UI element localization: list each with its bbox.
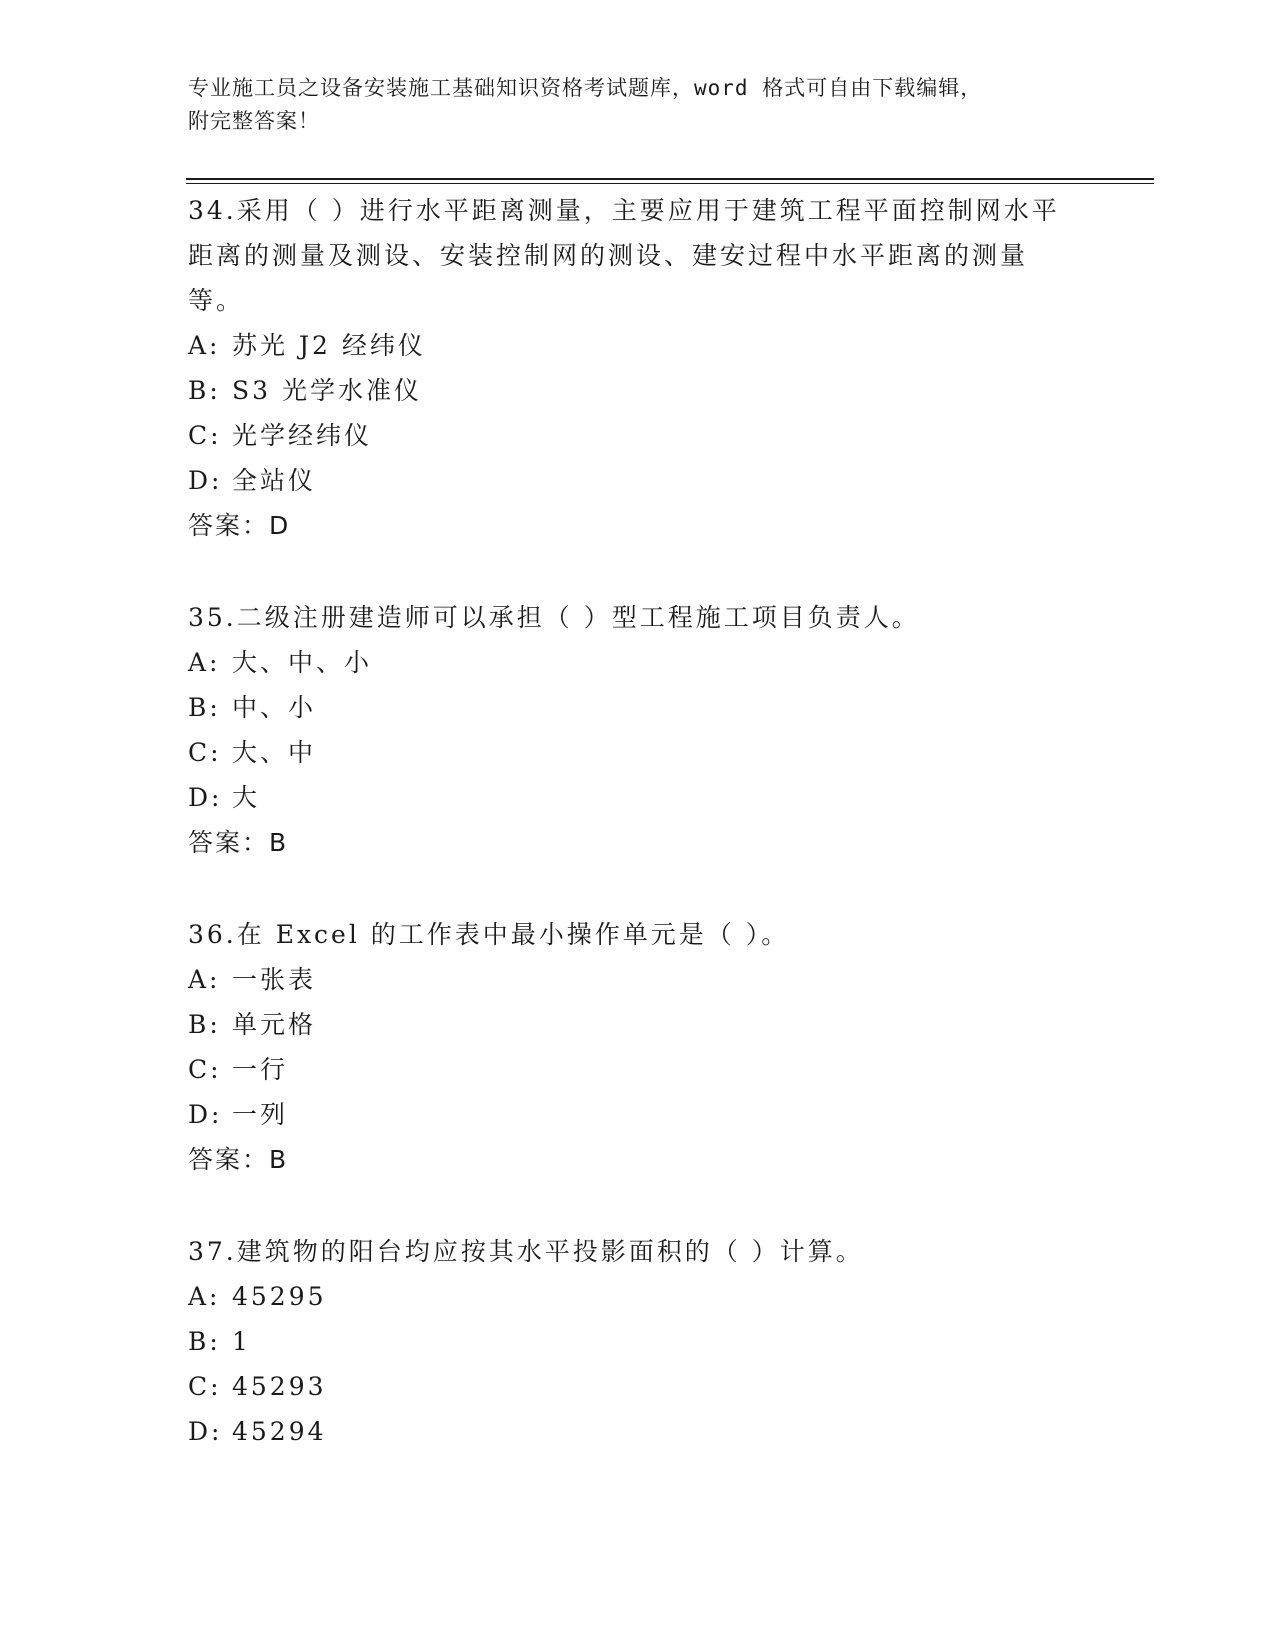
option-letter: B:	[188, 693, 221, 722]
option-letter: C:	[188, 421, 222, 450]
question-stem: 36.在 Excel 的工作表中最小操作单元是（ ）。	[188, 920, 790, 949]
option-text: S3 光学水准仪	[232, 376, 422, 405]
option-text: 中、小	[232, 693, 317, 722]
option-a	[188, 957, 1068, 1002]
option-text: 全站仪	[232, 466, 317, 495]
option-a	[188, 640, 1068, 685]
question-stem: 34.采用（ ）进行水平距离测量，主要应用于建筑工程平面控制网水平距离的测量及测设、安装控制网的测设、建安过程中水平距离的测量等。	[188, 196, 1060, 315]
option-letter: A:	[188, 648, 221, 677]
option-text: 光学经纬仪	[232, 421, 373, 450]
header-line-1: 专业施工员之设备安装施工基础知识资格考试题库，word 格式可自由下载编辑，	[188, 76, 983, 100]
option-text: 大	[232, 783, 261, 812]
option-text: 一张表	[232, 965, 317, 994]
option-text: 大、中	[232, 738, 317, 767]
option-letter: B:	[188, 1327, 221, 1356]
option-b	[188, 1002, 1068, 1047]
option-d	[188, 458, 1068, 503]
option-letter: D:	[188, 466, 223, 495]
document-header	[188, 72, 1088, 138]
header-divider-thick	[186, 178, 1154, 180]
question-35	[188, 595, 1068, 865]
option-letter: C:	[188, 738, 222, 767]
header-line-2: 附完整答案！	[188, 109, 320, 133]
option-letter: D:	[188, 1417, 223, 1446]
option-c	[188, 730, 1068, 775]
option-d	[188, 1092, 1068, 1137]
answer-line: 答案：D	[188, 511, 291, 540]
question-stem: 37.建筑物的阳台均应按其水平投影面积的（ ）计算。	[188, 1237, 864, 1266]
option-letter: D:	[188, 783, 223, 812]
option-c	[188, 1047, 1068, 1092]
option-letter: B:	[188, 376, 221, 405]
option-text: 45294	[232, 1417, 327, 1446]
header-divider-thin	[186, 183, 1154, 184]
option-b	[188, 1319, 1068, 1364]
option-letter: A:	[188, 331, 221, 360]
option-c	[188, 413, 1068, 458]
answer-line: 答案：B	[188, 1145, 289, 1174]
option-letter: D:	[188, 1100, 223, 1129]
option-letter: C:	[188, 1372, 222, 1401]
option-letter: C:	[188, 1055, 222, 1084]
option-letter: A:	[188, 965, 221, 994]
option-b	[188, 368, 1068, 413]
option-text: 45293	[232, 1372, 327, 1401]
option-letter: A:	[188, 1282, 221, 1311]
question-stem: 35.二级注册建造师可以承担（ ）型工程施工项目负责人。	[188, 603, 920, 632]
option-text: 一行	[232, 1055, 289, 1084]
option-text: 大、中、小	[232, 648, 373, 677]
option-c	[188, 1364, 1068, 1409]
question-36	[188, 912, 1068, 1182]
option-d	[188, 775, 1068, 820]
option-b	[188, 685, 1068, 730]
option-a	[188, 1274, 1068, 1319]
option-text: 一列	[232, 1100, 289, 1129]
option-text: 苏光 J2 经纬仪	[232, 331, 426, 360]
option-text: 1	[232, 1327, 251, 1356]
option-letter: B:	[188, 1010, 221, 1039]
question-34	[188, 188, 1068, 548]
option-text: 45295	[232, 1282, 327, 1311]
option-text: 单元格	[232, 1010, 317, 1039]
answer-line: 答案：B	[188, 828, 289, 857]
question-37	[188, 1229, 1068, 1454]
question-list	[188, 188, 1068, 1501]
option-a	[188, 323, 1068, 368]
option-d	[188, 1409, 1068, 1454]
